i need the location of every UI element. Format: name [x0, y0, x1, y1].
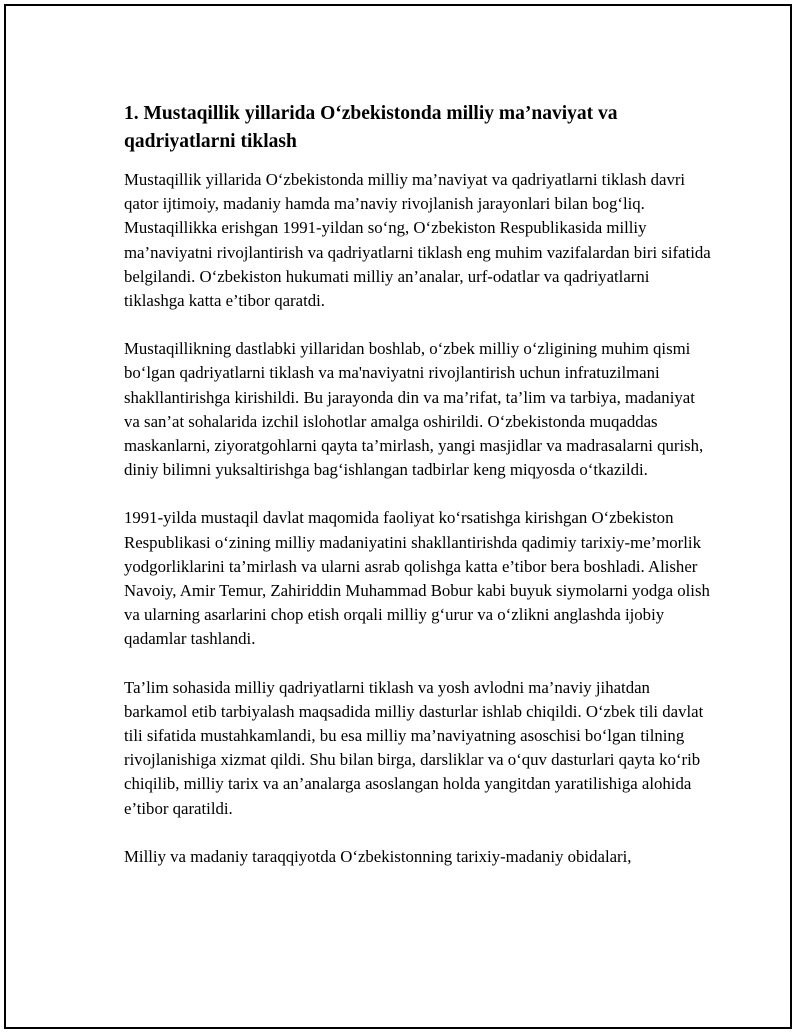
paragraph-2: Mustaqillikning dastlabki yillaridan boshlab, o‘zbek milliy o‘zligining muhim qismi bo‘lgan qadriyatlarni tiklash va ma'naviyatni rivojlantirish uchun infratuzilmani shakllantirishga kirishildi. Bu jarayonda din va ma’rifat, ta’lim va tarbiya, madaniyat va san’at sohalarida izchil islohotlar amalga oshirildi. O‘zbekistonda muqaddas maskanlarni, ziyoratgohlarni qayta ta’mirlash, yangi masjidlar va madrasalarni qurish, diniy bilimni yuksaltirishga bag‘ishlangan tadbirlar keng miqyosda o‘tkazildi. — [124, 339, 704, 480]
paragraph-1: Mustaqillik yillarida O‘zbekistonda milliy ma’naviyat va qadriyatlarni tiklash davri qator ijtimoiy, madaniy hamda ma’naviy rivojlanish jarayonlari bilan bog‘liq. Mustaqillikka erishgan 1991-yildan so‘ng, O‘zbekiston Respublikasida milliy ma’naviyatni rivojlantirish va qadriyatlarni tiklash eng muhim vazifalardan biri sifatida belgilandi. O‘zbekiston hukumati milliy an’analar, urf-odatlar va qadriyatlarni tiklashga katta e’tibor qaratdi. — [124, 170, 711, 311]
paragraph-4: Ta’lim sohasida milliy qadriyatlarni tiklash va yosh avlodni ma’naviy jihatdan barkamol etib tarbiyalash maqsadida milliy dasturlar ishlab chiqildi. O‘zbek tili davlat tili sifatida mustahkamlandi, bu esa milliy ma’naviyatning asoschisi bo‘lgan tilning rivojlanishiga xizmat qildi. Shu bilan birga, darsliklar va o‘quv dasturlari qayta ko‘rib chiqilib, milliy tarix va an’analarga asoslangan holda yangitdan yaratilishiga alohida e’tibor qaratildi. — [124, 677, 704, 818]
document-body — [124, 100, 714, 893]
paragraph-3: 1991-yilda mustaqil davlat maqomida faoliyat ko‘rsatishga kirishgan O‘zbekiston Respublikasi o‘zining milliy madaniyatini shakllantirishda qadimiy tarixiy-me’morlik yodgorliklarini ta’mirlash va ularni asrab qolishga katta e’tibor bera boshladi. Alisher Navoiy, Amir Temur, Zahiriddin Muhammad Bobur kabi buyuk siymolarni yodga olish va ularning asarlarini chop etish orqali milliy g‘urur va o‘zlikni anglashda ijobiy qadamlar tashlandi. — [124, 508, 710, 649]
paragraph-5: Milliy va madaniy taraqqiyotda O‘zbekistonning tarixiy-madaniy obidalari, — [124, 846, 632, 866]
page-frame — [4, 4, 792, 1029]
document-heading: 1. Mustaqillik yillarida O‘zbekistonda milliy ma’naviyat va qadriyatlarni tiklash — [124, 103, 618, 152]
